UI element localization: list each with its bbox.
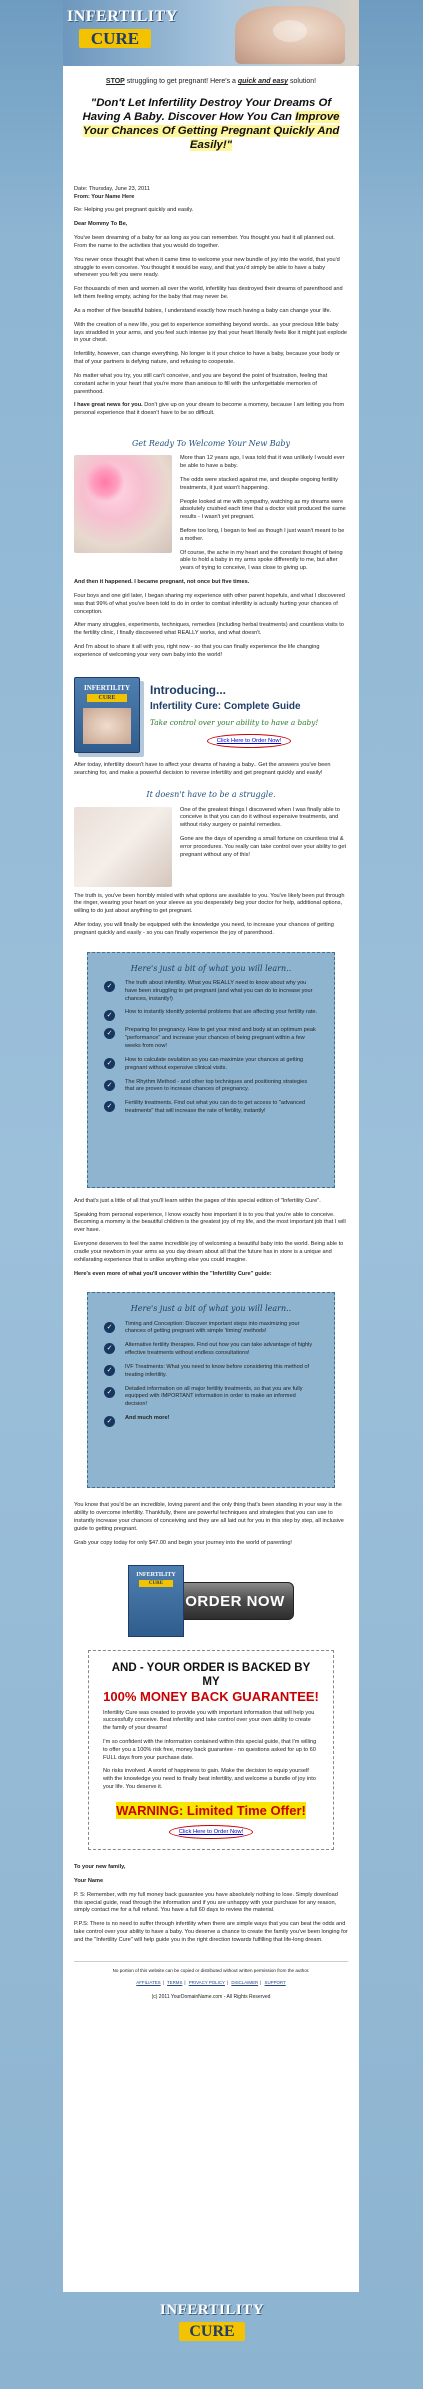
footer-links: AFFILIATES | TERMS | PRIVACY POLICY | DISCLAIMER | SUPPORT: [136, 1980, 286, 1986]
struggle-paragraph-2: Gone are the days of spending a small fortune on countless trial & error procedures. You really can take control over your ability to get pregnant without any of this!: [180, 836, 347, 858]
great-news-text: Don't give up on your dream to become a mommy, because I am letting you from personal experience that it doesn't have to be so difficult.: [74, 402, 345, 417]
section3-paragraph-3: Everyone deserves to feel the same incredible joy of welcoming a beautiful baby into the world. Being able to cradle your newborn in your arms as you day dream about all that the future has in store is a unique and exhilarating experience that is unlike anything else you could imagine.: [74, 1241, 344, 1263]
stop-word: STOP: [105, 78, 125, 85]
main-headline: [76, 96, 346, 152]
checkmark-icon: ✓: [104, 1010, 115, 1021]
learn-item-text: Preparing for pregnancy. How to get your mind and body at an optimum peak "performance" and increase your chances of being pregnant within a few weeks from now!: [125, 1027, 316, 1050]
struggle-paragraph-1: One of the greatest things I discovered when I was finally able to conceive is that you can do it without expensive treatments, and without risky surgery or painful remedies.: [180, 806, 340, 829]
product-tagline: Take control over your ability to have a baby!: [150, 717, 319, 727]
baby-with-flower-photo: [74, 455, 172, 553]
section-title-welcome-baby: Get Ready To Welcome Your New Baby: [131, 439, 291, 449]
site-header: [63, 0, 359, 66]
learn-box-1-title: Here's just a bit of what you will learn..: [130, 963, 292, 973]
learn-item-text: Fertility treatments. Find out what you can do to get access to "advanced treatments" that will increase the rate of fertility, instantly!: [125, 1100, 306, 1115]
intro-paragraph-6: Infertility, however, can change everything. No longer is it your choice to have a baby, because your body or that of your partners is defying nature, and refusing to cooperate.: [74, 351, 340, 366]
learn-item: [104, 1415, 318, 1427]
checkmark-icon: ✓: [104, 1322, 115, 1333]
stop-text: struggling to get pregnant! Here's a: [124, 78, 238, 85]
logo-word-infertility: INFERTILITY: [67, 8, 178, 25]
learn-item: [104, 1009, 318, 1021]
product-box-image: [74, 677, 140, 753]
story-row: [74, 455, 348, 573]
footer-link-affiliates[interactable]: AFFILIATES: [136, 1980, 161, 1986]
intro-paragraph-3: For thousands of men and women all over the world, infertility has destroyed their dreams of parenthood and left them feeling empty, aching for the baby that may never be.: [74, 286, 343, 301]
order-now-block: [74, 1564, 348, 1638]
headline-part-1: "Don't Let Infertility Destroy Your Dreams Of Having A Baby. Discover How You Can: [82, 96, 332, 123]
story-paragraph-5: Of course, the ache in my heart and the constant thought of being able to hold a baby in my arms spoke differently to me, but after years of trying to conceive, I was close to giving up.: [180, 549, 343, 572]
intro-paragraph-2: You never once thought that when it came time to welcome your new bundle of joy into the world, that you'd struggle to even conceive. You thought it would be easy, and that you'd simply be able to have a baby whenever you felt you were ready.: [74, 256, 340, 279]
struggle-row: [74, 807, 348, 887]
section4-paragraph-1: You know that you'd be an incredible, loving parent and the only thing that's been standing in your way is the ability to overcome infertility. Thankfully, there are powerful techniques and strategies that you can use to instantly increase your chances of conceiving and they are all laid out for you in this step by step, all inclusive guide to getting pregnant.: [74, 1502, 344, 1532]
guarantee-paragraph-1: Infertility Cure was created to provide you with important information that will help you successfully conceive. Beat infertility and take control over your own ability to create the family of your dreams!: [103, 1709, 315, 1732]
footer-logo[interactable]: [159, 2300, 265, 2341]
product-box-cure: CURE: [87, 694, 127, 702]
letter-from: From: Your Name Here: [74, 193, 135, 200]
story-paragraph-7: Four boys and one girl later, I began sharing my experience with other parent hopefuls, and what I discovered was that 99% of what you've been told to do in order to combat infertility is actually hurting your chances of conception.: [74, 592, 345, 615]
product-box-cover-photo: [83, 708, 131, 744]
learn-item: [104, 1100, 318, 1116]
struggle-text: [180, 807, 348, 887]
learn-item-text: The truth about infertility. What you REALLY need to know about why you have been struggling to get pregnant (and what you can do to increase your chances, instantly!): [125, 979, 313, 1002]
guarantee-paragraph-2: I'm so confident with the information contained within this special guide, that I'm willing to offer you a 100% risk free, money back guarantee - no questions asked for up to 60 FULL days from your purchase date.: [103, 1739, 317, 1761]
logo-word-cure: CURE: [79, 29, 151, 48]
intro-paragraph-7: No matter what you try, you still can't conceive, and you are beyond the point of frustration, feeling that constant ache in your heart that you're more than anxious to fill with the unforgettable memories of parenthood.: [74, 372, 328, 395]
order-link-bottom[interactable]: Click Here to Order Now!: [169, 1825, 253, 1839]
learn-item: [104, 1057, 318, 1073]
story-paragraph-3: People looked at me with sympathy, watching as my dreams were absolutely crushed each time that a doctor visit produced the same results - I wasn't yet pregnant.: [180, 498, 346, 521]
intro-paragraph-8: [74, 402, 348, 418]
story-paragraph-6: And then it happened. I became pregnant, not once but five times.: [74, 579, 250, 586]
copy-notice: No portion of this website can be copied or distributed without written permission from the author.: [74, 1961, 348, 1974]
story-paragraph-2: The odds were stacked against me, and despite ongoing fertility treatments, it just wasn't happening.: [180, 476, 338, 491]
learn-box-2: [87, 1292, 335, 1488]
struggle-paragraph-3: The truth is, you've been horribly misled with what options are available to you. You've likely been put through the ringer, wearing your heart on your sleeve as you desperately beg your doctor for help, additional options, willing to do just about anything to get pregnant.: [74, 892, 345, 915]
learn-item: [104, 1342, 318, 1358]
guarantee-line-2: 100% MONEY BACK GUARANTEE!: [103, 1688, 319, 1704]
learn-item-text: The Rhythm Method - and other top techniques and positioning strategies that are proven to increase chances of pregnancy.: [125, 1078, 308, 1093]
story-paragraph-9: And I'm about to share it all with you, right now - so that you can finally experience the life changing experience of welcoming your very own baby into the world!: [74, 644, 320, 658]
learn-item-text: How to instantly identify potential problems that are affecting your fertility rate.: [125, 1009, 318, 1016]
guarantee-line-1: AND - YOUR ORDER IS BACKED BY MY: [111, 1661, 311, 1688]
order-box-title: INFERTILITY: [136, 1571, 176, 1578]
order-now-button[interactable]: ORDER NOW: [176, 1582, 294, 1620]
struggle-paragraph-4: After today, you will finally be equipped with the knowledge you need, to increase your chances of getting pregnant quickly and easily - so you can finally experience the joy of parenthood.: [74, 922, 334, 936]
story-paragraph-1: More than 12 years ago, I was told that it was unlikely I would ever be able to have a baby.: [180, 455, 345, 470]
headline-highlight: Improve Your Chances Of Getting Pregnant Quickly And Easily!": [82, 110, 340, 151]
footer-logo-word-infertility: INFERTILITY: [159, 2302, 265, 2318]
great-news: I have great news for you.: [74, 402, 143, 409]
order-product-box-image: [128, 1565, 184, 1637]
checkmark-icon: ✓: [104, 1365, 115, 1376]
story-text: [180, 455, 348, 573]
stop-emphasis: quick and easy: [237, 78, 289, 85]
learn-item: [104, 1321, 318, 1337]
signature-name: Your Name: [74, 1877, 104, 1884]
learn-box-1: [87, 952, 335, 1188]
learn-item-text: How to calculate ovulation so you can maximize your chances at getting pregnant without expensive clinical visits.: [125, 1056, 304, 1071]
letter-meta: [74, 186, 348, 229]
learn-item-text: And much more!: [125, 1415, 170, 1422]
learn-item: [104, 1386, 318, 1409]
section-title-struggle: It doesn't have to be a struggle.: [146, 790, 276, 800]
guarantee-paragraph-3: No risks involved. A world of happiness to gain. Make the decision to equip yourself with the knowledge you need to finally beat infertility, and welcome a bundle of joy into your life. You deserve it.: [103, 1768, 316, 1791]
story-paragraph-4: Before too long, I began to feel as though I just wasn't meant to be a mother.: [180, 528, 345, 542]
learn-item-text: Timing and Conception: Discover important steps into maximizing your chances of getting pregnant with simple 'timing' methods!: [125, 1320, 300, 1335]
learn-item: [104, 1027, 318, 1050]
product-intro-text: [150, 682, 348, 748]
product-box-title: INFERTILITY: [83, 683, 131, 692]
intro-paragraph-1: You've been dreaming of a baby for as long as you can remember. You thought you had it all planned out. From the name to the activities that you would do together.: [74, 235, 335, 249]
learn-item: [104, 980, 318, 1003]
checkmark-icon: ✓: [104, 1416, 115, 1427]
learn-item-text: IVF Treatments: What you need to know before considering this method of treating infertility.: [125, 1363, 310, 1378]
ps-paragraph: P. S: Remember, with my full money back guarantee you have absolutely nothing to lose. Simply download this special guide, read through the information and if you are unhappy with your purchase for any reason, simply contact me for a full refund. You have a full 60 days to review the material.: [74, 1891, 338, 1914]
stop-end: solution!: [288, 78, 317, 85]
order-box-cure: CURE: [139, 1580, 173, 1587]
guarantee-box: [88, 1650, 334, 1851]
footer-logo-word-cure: CURE: [179, 2322, 245, 2341]
intro-paragraph-4: As a mother of five beautiful babies, I understand exactly how much having a baby can change your life.: [74, 307, 332, 314]
section3-paragraph-1: And that's just a little of all that you'll learn within the pages of this special edition of "Infertility Cure".: [74, 1197, 321, 1204]
introducing-label: Introducing...: [150, 682, 226, 697]
flower-icon: [84, 463, 126, 501]
learn-box-2-title: Here's just a bit of what you will learn..: [130, 1304, 292, 1314]
learn-item-text: Alternative fertility therapies. Find out how you can take advantage of highly effective treatments without endless consultations!: [125, 1342, 313, 1357]
footer-link-privacy[interactable]: PRIVACY POLICY: [188, 1980, 225, 1986]
section3-paragraph-2: Speaking from personal experience, I know exactly how important it is to you that you're able to conceive. Becoming a mommy is the beautiful children is the greatest joy of my life, and the most important job that I will ever have.: [74, 1211, 346, 1234]
footer-link-terms[interactable]: TERMS: [167, 1980, 183, 1986]
order-link-top[interactable]: Click Here to Order Now!: [207, 734, 291, 748]
story-paragraph-8: After many struggles, experiments, techniques, remedies (including herbal treatments) and countless visits to the fertility clinic, I finally discovered what REALLY works, and what doesn't.: [74, 622, 344, 637]
checkmark-icon: ✓: [104, 1101, 115, 1112]
section4-paragraph-2: Grab your copy today for only $47.00 and begin your journey into the world of parenting!: [74, 1539, 292, 1546]
footer-link-disclaimer[interactable]: DISCLAIMER: [231, 1980, 259, 1986]
checkmark-icon: ✓: [104, 981, 115, 992]
after-today-paragraph: After today, infertility doesn't have to affect your dreams of having a baby.. Get the answers you've been searching for, and make a powerful decision to reverse infertility and get pregnant quickly and easily!: [74, 761, 331, 776]
limited-time-warning: WARNING: Limited Time Offer!: [116, 1802, 306, 1818]
sales-letter: [63, 66, 359, 2292]
copyright: (c) 2011 YourDomainName.com - All Rights Reserved: [151, 1994, 271, 2001]
product-name: Infertility Cure: Complete Guide: [150, 700, 301, 712]
product-intro: [74, 674, 348, 756]
stop-line: [74, 77, 348, 87]
checkmark-icon: ✓: [104, 1028, 115, 1039]
learn-item: [104, 1079, 318, 1095]
header-pregnant-belly-image: [235, 6, 345, 64]
checkmark-icon: ✓: [104, 1080, 115, 1091]
learn-item: [104, 1364, 318, 1380]
letter-greeting: Dear Mommy To Be,: [74, 221, 128, 228]
baby-feet-photo: [74, 807, 172, 887]
checkmark-icon: ✓: [104, 1058, 115, 1069]
footer-link-support[interactable]: SUPPORT: [264, 1980, 286, 1986]
signoff: To your new family,: [74, 1864, 126, 1871]
letter-date: Date: Thursday, June 23, 2011: [74, 185, 150, 192]
learn-item-text: Detailed information on all major fertility treatments, so that you are fully equipped with IMPORTANT information in order to make an informed decision!: [125, 1385, 303, 1408]
checkmark-icon: ✓: [104, 1387, 115, 1398]
letter-re: Re: Helping you get pregnant quickly and easily.: [74, 207, 194, 214]
checkmark-icon: ✓: [104, 1343, 115, 1354]
site-logo[interactable]: [67, 6, 178, 49]
intro-paragraph-5: With the creation of a new life, you get to experience something beyond words.. as your precious little baby lays straddled in your arms, and you feel such intense joy that your heart literally feels like it might just explode in your chest.: [74, 321, 347, 344]
pps-paragraph: P.P.S: There is no need to suffer through infertility when there are simple ways that you can beat the odds and take control over your ability to have a baby. You deserve a chance to create the family you've been longing for and the "Infertility Cure" will help guide you in the right direction towards fulfilling that life-long dream.: [74, 1921, 348, 1943]
section3-paragraph-4: Here's even more of what you'll uncover within the "Infertility Cure" guide:: [74, 1270, 272, 1277]
